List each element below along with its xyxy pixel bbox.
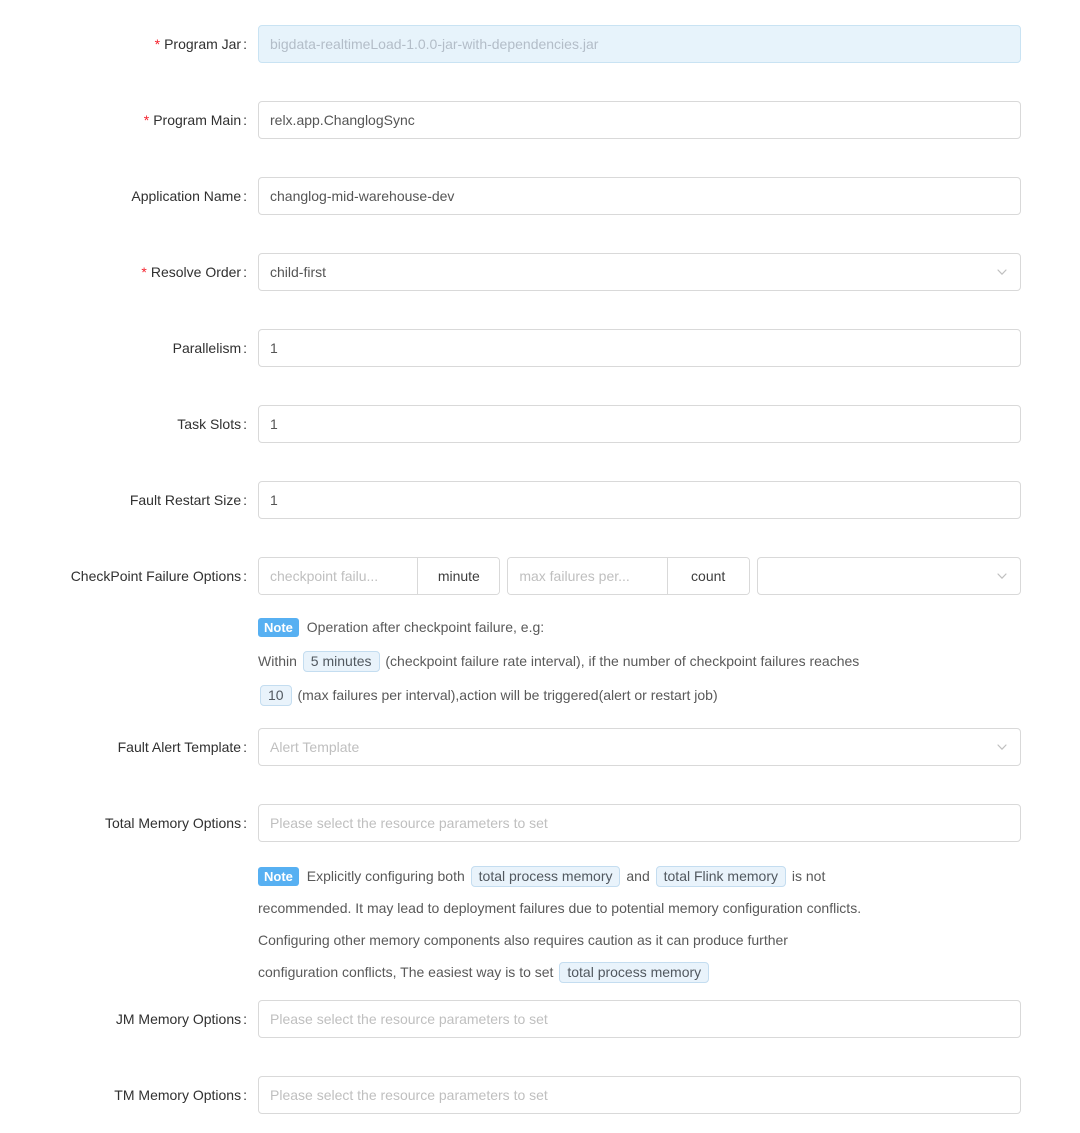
chevron-down-icon	[996, 266, 1008, 278]
fault-restart-size-label: Fault Restart Size :	[129, 492, 247, 508]
form-row-resolve-order	[0, 253, 1080, 291]
jm-memory-options-select[interactable]	[258, 1000, 1021, 1038]
checkpoint-failure-action-select[interactable]	[757, 557, 1021, 595]
fault-restart-size-input[interactable]	[258, 481, 1021, 519]
note-badge: Note	[258, 867, 299, 886]
required-asterisk: *	[143, 112, 150, 128]
jm-memory-options-placeholder: Please select the resource parameters to set	[270, 1011, 548, 1027]
resolve-order-select[interactable]	[258, 253, 1021, 291]
note-tag-interval: 5 minutes	[303, 651, 380, 672]
chevron-down-icon	[996, 741, 1008, 753]
total-memory-note: Note Explicitly configuring both total process memory and total Flink memory is not recommended. It may lead to deployment failures due to potential memory configuration conflicts. Configuring other memory components also requires caution as it can produce further configuration conflicts, The easiest way is to set total process memory	[258, 860, 1021, 988]
program-jar-input	[258, 25, 1021, 63]
program-main-label: * Program Main :	[143, 112, 247, 128]
note-tag-max-failures: 10	[260, 685, 292, 706]
form-row-checkpoint-failure-options	[0, 557, 1080, 712]
checkpoint-rate-unit-addon: minute	[417, 558, 499, 594]
checkpoint-max-failures-unit-addon: count	[667, 558, 749, 594]
form-row-jm-memory-options	[0, 1000, 1080, 1038]
form-row-parallelism	[0, 329, 1080, 367]
checkpoint-failure-rate-input[interactable]	[259, 558, 417, 594]
checkpoint-failure-rate-group	[258, 557, 500, 595]
required-asterisk: *	[154, 36, 161, 52]
checkpoint-max-failures-group	[507, 557, 749, 595]
task-slots-label: Task Slots :	[177, 416, 247, 432]
note-tag-total-flink-memory: total Flink memory	[656, 866, 786, 887]
tm-memory-options-select[interactable]	[258, 1076, 1021, 1114]
task-slots-input[interactable]	[258, 405, 1021, 443]
application-name-label: Application Name :	[131, 188, 247, 204]
form-row-fault-alert-template	[0, 728, 1080, 766]
form-row-program-main	[0, 101, 1080, 139]
form-row-fault-restart-size	[0, 481, 1080, 519]
fault-alert-template-placeholder: Alert Template	[270, 739, 360, 755]
checkpoint-max-failures-input[interactable]	[508, 558, 666, 594]
form-row-program-jar	[0, 25, 1080, 63]
total-memory-options-label: Total Memory Options :	[104, 815, 247, 831]
tm-memory-options-label: TM Memory Options :	[114, 1087, 247, 1103]
note-badge: Note	[258, 618, 299, 637]
form-row-total-memory-options	[0, 804, 1080, 1000]
total-memory-options-placeholder: Please select the resource parameters to set	[270, 815, 548, 831]
fault-alert-template-label: Fault Alert Template :	[117, 739, 247, 755]
note-tag-total-process-memory: total process memory	[559, 962, 709, 983]
fault-alert-template-select[interactable]	[258, 728, 1021, 766]
required-asterisk: *	[141, 264, 147, 280]
resolve-order-value: child-first	[270, 264, 327, 280]
chevron-down-icon	[996, 570, 1008, 582]
form-row-application-name	[0, 177, 1080, 215]
checkpoint-failure-note: Note Operation after checkpoint failure, e.g: Within 5 minutes (checkpoint failure rate interval), if the number of checkpoint failures reaches 10 (max failures per interval),action will be triggered(alert or restart job)	[258, 610, 1021, 712]
checkpoint-failure-options-label: CheckPoint Failure Options :	[70, 568, 247, 584]
resolve-order-label: * Resolve Order :	[141, 264, 247, 280]
form-row-task-slots	[0, 405, 1080, 443]
form-row-tm-memory-options	[0, 1076, 1080, 1114]
tm-memory-options-placeholder: Please select the resource parameters to set	[270, 1087, 548, 1103]
parallelism-input[interactable]	[258, 329, 1021, 367]
total-memory-options-select[interactable]	[258, 804, 1021, 842]
note-tag-total-process-memory: total process memory	[471, 866, 621, 887]
program-jar-label: * Program Jar :	[154, 36, 247, 52]
application-name-input[interactable]	[258, 177, 1021, 215]
jm-memory-options-label: JM Memory Options :	[115, 1011, 247, 1027]
program-main-input[interactable]	[258, 101, 1021, 139]
parallelism-label: Parallelism :	[172, 340, 247, 356]
